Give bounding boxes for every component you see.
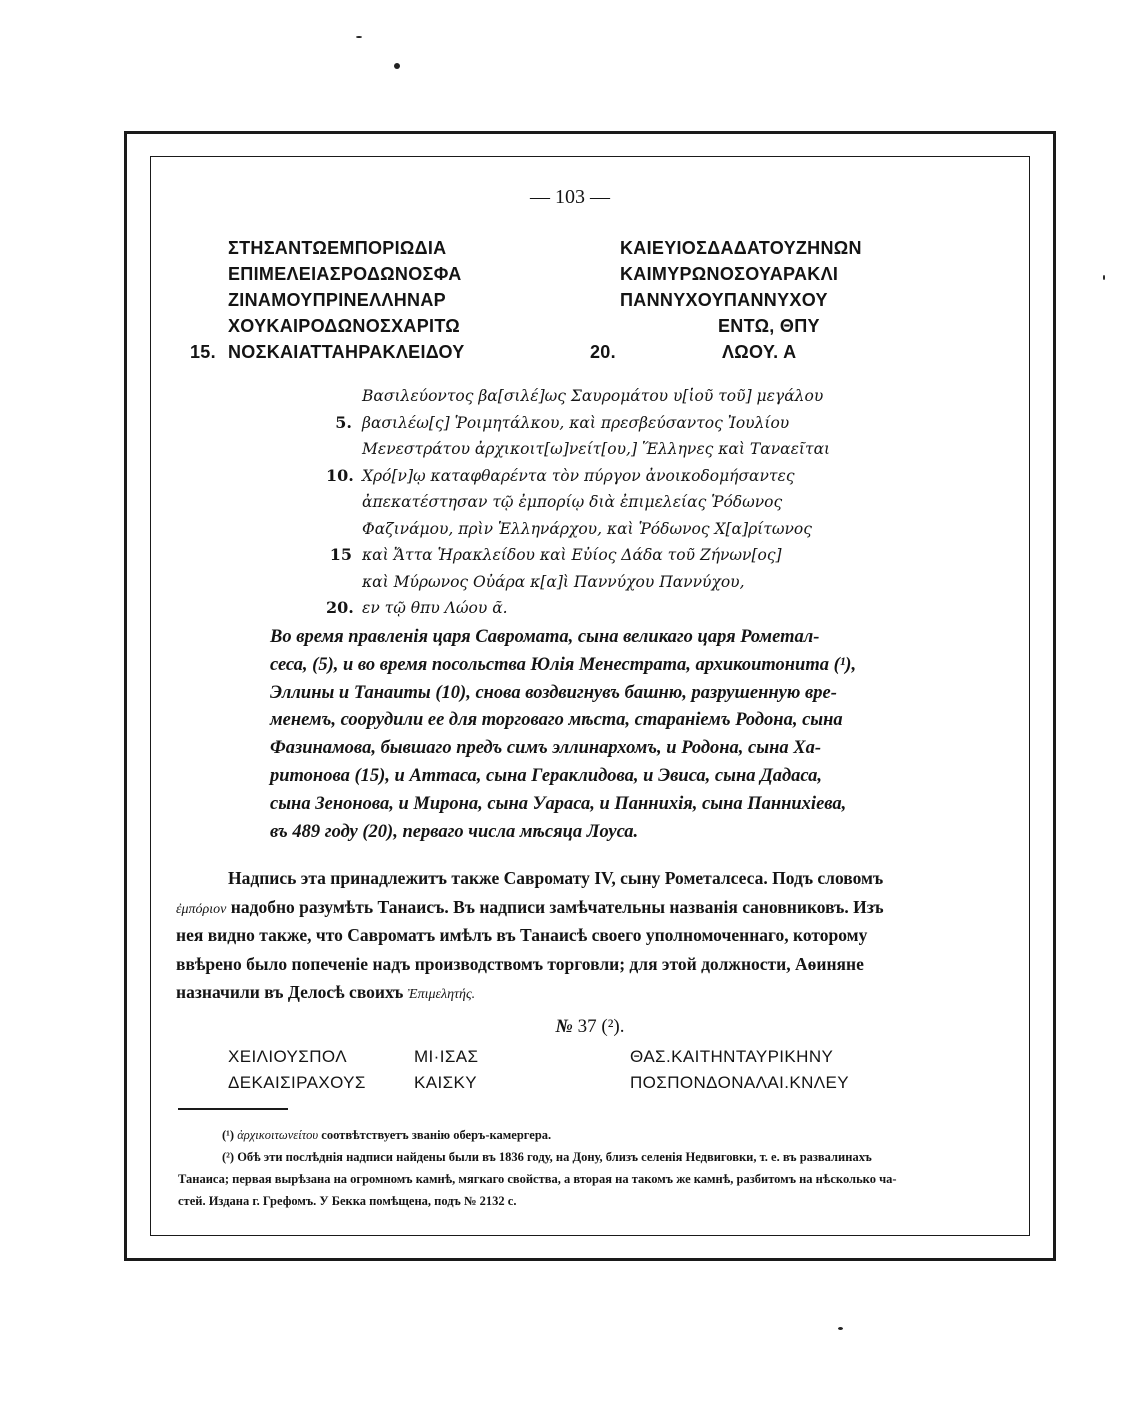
greek-term: Ἐπιμελητής. [407, 987, 476, 1003]
footnote-divider [178, 1108, 288, 1110]
inscription-text: ΚΑΙΜΥΡΩΝΟΣΟΥΑΡΑΚΛΙ [620, 264, 839, 284]
transcription-text: καὶ Ἄττα Ἡρακλείδου καὶ Εὐίος Δάδα τοῦ Ζήνων[ος] [362, 546, 782, 564]
commentary-line [176, 978, 994, 1007]
footnote-text: соотвѣтствуетъ званію оберъ-камергера. [318, 1128, 552, 1142]
commentary-text: надобно разумѣть Танаисъ. Въ надписи замѣчательны названія сановниковъ. Изъ [226, 896, 884, 917]
transcription-text: εν τῷ θπυ Λώου ᾶ. [362, 599, 508, 617]
inscription-line: ΘΑΣ.ΚΑΙΤΗΝΤΑΥΡΙΚΗΝΥ [630, 1047, 834, 1066]
inscription-37-right [630, 1044, 849, 1096]
inscription-text: ΜΙ·ΙΣΑΣ [414, 1047, 479, 1066]
inscription-text: ΚΑΙΣΚΥ [414, 1073, 477, 1092]
commentary-text: назначили въ Делосѣ своихъ [176, 982, 408, 1003]
inscription-text: ΕΝΤΩ, ΘΠΥ [718, 316, 820, 336]
commentary-line [228, 864, 994, 893]
greek-term: ἐμπόριον [176, 901, 227, 917]
line-number: 15. [190, 342, 216, 362]
russian-translation [270, 624, 910, 846]
transcription-text: Χρό[ν]ῳ καταφθαρέντα τὸν πύργον ἀνοικοδομήσαντες [362, 466, 795, 485]
line-number: 10. [326, 465, 354, 485]
inscription-text: ΖΙΝΑΜΟΥΠΡΙΝΕΛΛΗΝΑΡ [228, 290, 446, 310]
translation-line: сына Зенонова, и Мирона, сына Уараса, и Паннихія, сына Паннихіева, [270, 793, 847, 814]
commentary-line [176, 950, 994, 979]
transcription-text: βασιλέω[ς] Ῥοιμητάλκου, καὶ πρεσβεύσαντος Ἰουλίου [362, 413, 790, 432]
transcription-text: ἀπεκατέστησαν τῷ ἐμπορίῳ διὰ ἐπιμελείας Ῥόδωνος [362, 493, 783, 511]
inscription-text: ΣΤΗΣΑΝΤΩΕΜΠΟΡΙΩΔΙΑ [228, 238, 447, 258]
inscription-line: ΠΟΣΠΟΝΔΟΝΑΛΑΙ.ΚΝΛΕΥ [630, 1073, 850, 1092]
footnote-1 [178, 1124, 998, 1146]
translation-line: менемъ, соорудили ее для торговаго мѣста, стараніемъ Родона, сына [270, 710, 843, 731]
transcription-text: Βασιλεύοντος βα[σιλέ]ως Σαυρομάτου υ[ἱοῦ τοῦ] μεγάλου [362, 387, 824, 405]
transcription-text: Μενεστράτου ἀρχικοιτ[ω]νείτ[ου,] Ἕλληνες καὶ Ταναεῖται [362, 440, 831, 458]
line-number: 20. [326, 598, 354, 617]
inscription-text: ΧΕΙΛΙΟΥΣΠΟΛ [228, 1047, 347, 1066]
translation-line: Эллины и Танаиты (10), снова воздвигнувъ башню, разрушенную вре- [270, 682, 837, 703]
footnote-2-line: стей. Издана г. Грефомъ. У Бекка помѣщена, подъ № 2132 с. [178, 1194, 517, 1208]
line-number: 20. [590, 342, 616, 362]
ink-speck [394, 63, 400, 69]
footnote-mark: (¹) [222, 1128, 235, 1142]
footnote-ref: (²). [601, 1016, 625, 1037]
inscription-number-heading [0, 1016, 1140, 1038]
transcription-text: καὶ Μύρωνος Οὐάρα κ[α]ὶ Παννύχου Παννύχου, [362, 572, 745, 591]
commentary-line [176, 921, 994, 950]
commentary-paragraph [176, 864, 994, 1007]
commentary-text: Надпись эта принадлежитъ также Савромату IV, сыну Рометалсеса. Подъ словомъ [228, 868, 884, 888]
translation-line: Во время правленія царя Савромата, сына великаго царя Рометал- [270, 627, 820, 647]
translation-line: сеса, (5), и во время посольства Юлія Менестрата, архикоитонита (¹), [270, 654, 857, 675]
translation-line: ритонова (15), и Аттаса, сына Гераклидова, и Эвиса, сына Дадаса, [270, 765, 823, 786]
line-number: 5. [335, 412, 352, 432]
inscription-text: ΔΕΚΑΙΣΙΡΑΧΟΥΣ [228, 1073, 366, 1092]
ink-speck [356, 36, 362, 38]
line-number: 15 [329, 545, 352, 564]
inscription-number: 37 [577, 1016, 597, 1037]
ink-speck [1103, 275, 1105, 280]
footnote-2-line: (²) Обѣ эти послѣднія надписи найдены были въ 1836 году, на Дону, близъ селенія Недвиговки, т. е. въ развалинахъ [222, 1150, 872, 1164]
ink-speck [838, 1327, 843, 1330]
inscription-37-left [228, 1044, 479, 1096]
inscription-text: ΛΩΟΥ. Α [722, 342, 797, 362]
inscription-text: ΚΑΙΕΥΙΟΣΔΑΔΑΤΟΥΖΗΝΩΝ [620, 238, 862, 258]
translation-line: въ 489 году (20), перваго числа мѣсяца Лоуса. [270, 821, 639, 842]
greek-term: ἀρχικοιτωνείτου [237, 1128, 319, 1142]
inscription-text: ΧΟΥΚΑΙΡΟΔΩΝΟΣΧΑΡΙΤΩ [228, 316, 461, 336]
translation-line: Фазинамова, бывшаго предъ симъ эллинархомъ, и Родона, сына Ха- [270, 738, 821, 759]
commentary-line [176, 893, 994, 922]
numero-sign: № [555, 1016, 573, 1037]
page-number: — 103 — [530, 186, 610, 208]
inscription-text: ΕΠΙΜΕΛΕΙΑΣΡΟΔΩΝΟΣΦΑ [228, 264, 462, 284]
inscription-line [228, 1044, 479, 1070]
inscription-text: ΠΑΝΝΥΧΟΥΠΑΝΝΥΧΟΥ [620, 290, 828, 310]
footnote-2-line: Танаиса; первая вырѣзана на огромномъ камнѣ, мягкаго свойства, а вторая на такомъ же камнѣ, разбитомъ на нѣсколько ча- [178, 1172, 897, 1186]
transcription-text: Φαζινάμου, πρὶν Ἑλληνάρχου, καὶ Ῥόδωνος Χ[α]ρίτωνος [362, 519, 812, 538]
footnotes [178, 1124, 998, 1212]
inscription-line [228, 1070, 477, 1096]
inscription-text: ΝΟΣΚΑΙΑΤΤΑΗΡΑΚΛΕΙΔΟΥ [228, 342, 465, 362]
commentary-text: нея видно также, что Савроматъ имѣлъ въ Танаисѣ своего уполномоченнаго, которому [176, 925, 868, 946]
commentary-text: ввѣрено было попеченіе надъ производствомъ торговли; для этой должности, Аѳиняне [176, 953, 864, 974]
